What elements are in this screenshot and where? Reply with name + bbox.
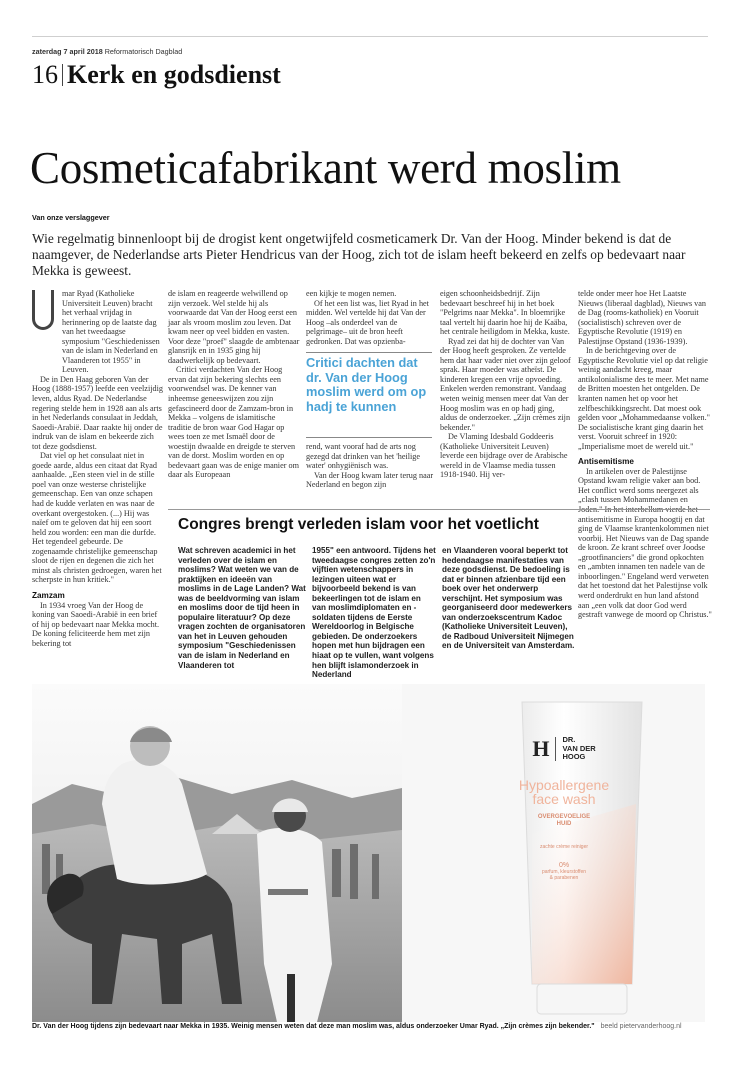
- paragraph: Van der Hoog kwam later terug naar Nederland en begon zijn: [306, 470, 434, 490]
- free-of-line: & parabenen: [549, 875, 579, 881]
- product-label: [504, 736, 624, 881]
- brand-row: [504, 736, 624, 762]
- paragraph: eigen schoonheidsbedrijf. Zijn bedevaart beschreef hij in het boek "Pelgrims naar Mekka". In bloemrijke taal vertelt hij daarin hoe hij de Kaäba, het centrale heiligdom in Mekka, kuste.: [440, 289, 570, 337]
- paragraph: Of het een list was, liet Ryad in het midden. Wel vertelde hij dat Van der Hoog –als onderdeel van de pelgrimage– uit de bron heeft gedronken. Dat was opzienba-: [306, 298, 429, 346]
- article-column-3-top: [306, 289, 434, 346]
- brand-logo-icon: H: [532, 736, 550, 761]
- dateline: [32, 47, 182, 56]
- free-of-line: parfum, kleurstoffen: [541, 869, 587, 875]
- section-title: Kerk en godsdienst: [67, 60, 281, 89]
- paragraph: een kijkje te mogen nemen.: [306, 289, 397, 298]
- zero-percent: 0%: [558, 862, 570, 869]
- product-description: zachte crème reiniger: [539, 844, 589, 850]
- article-column-4: [440, 289, 572, 480]
- brand-divider: [555, 737, 556, 761]
- sidebar-column-2: 1955" een antwoord. Tijdens het tweedaagse congres zetten zo'n vijftien wetenschappers in lezingen uiteen wat er bijvoorbeeld bekend is van bekeerlingen tot de islam en van moslimdiplomaten en -soldaten tijdens de Eerste Wereldoorlog in Belgische gebieden. De onderzoekers hopen met hun bijdragen een hiaat op te vullen, want volgens hen blijft islamonderzoek in Nederland: [312, 546, 436, 680]
- historical-photo: [32, 684, 402, 1022]
- section-divider: [62, 64, 63, 86]
- subheading-zamzam: Zamzam: [32, 590, 65, 600]
- pull-quote: Critici dachten dat dr. Van der Hoog moslim werd om op hadj te kunnen: [306, 355, 427, 414]
- top-rule: [32, 36, 708, 37]
- caption-text: Dr. Van der Hoog tijdens zijn bedevaart naar Mekka in 1935. Weinig mensen weten dat deze man moslim was, aldus onderzoeker Umar Ryad. „Zijn crèmes zijn bekender.": [32, 1023, 595, 1030]
- skin-type-line: OVERGEVOELIGE: [537, 814, 591, 820]
- article-photo: [32, 684, 705, 1022]
- article-headline: Cosmeticafabrikant werd moslim: [30, 143, 621, 193]
- sidebar-column-1: Wat schreven academici in het verleden over de islam en moslims? Wat weten we van de praktijken en ideeën van moslims in de Lage Landen? Wat was de beeldvorming van islam en moslims door de tijd heen in populaire literatuur? Op deze vragen zochten de organisatoren van het in Leuven gehouden symposium "Geschiedenissen van de islam in Nederland en Vlaanderen tot: [178, 546, 306, 670]
- brand-line: DR.: [562, 735, 576, 745]
- subheading-antisemitisme: Antisemitisme: [578, 457, 634, 467]
- brand-line: VAN DER: [562, 743, 596, 753]
- brand-line: HOOG: [562, 752, 586, 762]
- issue-date: zaterdag 7 april 2018: [32, 47, 103, 56]
- paragraph: De Vlaming Idesbald Goddeeris (Katholieke Universiteit Leuven) leverde een bijdrage over de Arabische wereld in de Vlaamse media tussen 1918-1940. Hij ver-: [440, 432, 568, 480]
- article-lead: Wie regelmatig binnenloopt bij de drogist kent ongetwijfeld cosmeticamerk Dr. Van der Hoog. Minder bekend is dat de naamgever, de Nederlandse arts Pieter Hendricus van der Hoog, zich tot de islam heeft bekeerd en zelfs op bedevaart naar Mekka is geweest.: [32, 231, 686, 278]
- paragraph: In de berichtgeving over de Egyptische Revolutie viel op dat religie weinig aandacht kreeg, maar antikolonialisme des te meer. Met name de Britten moesten het ontgelden. De kranten namen het op voor het zelfbeschikkingsrecht. Dat moest ook gelden voor „Mohammedaanse volken." De socialistische krant ging daarin het verst. Vooruit schreef in 1920: „Imperialisme moet de wereld uit.": [578, 346, 711, 451]
- brand-name: [562, 736, 595, 762]
- page-number: 16: [32, 60, 58, 89]
- paragraph: Critici verdachten Van der Hoog ervan dat zijn bekering slechts een voorwendsel was. De kenner van inheemse geneeswijzen zou zijn gefascineerd door de Zamzam-bron in Mekka – volgens de islamitische traditie de bron waar God Hagar op wees toen ze met Ismaël door de woestijn dwaalde en dreigde te sterven van de dorst. Moslim worden en op bedevaart gaan was de enige manier om daar als Europeaan: [168, 365, 299, 480]
- paragraph: mar Ryad (Katholieke Universiteit Leuven) bracht het verhaal vrijdag in herinnering op de laatste dag van het tweedaagse symposium "Geschiedenissen van de islam in Nederland en Vlaanderen tot 1955" in Leuven.: [62, 289, 160, 375]
- paragraph: telde onder meer hoe Het Laatste Nieuws (liberaal dagblad), Nieuws van de Dag (rooms-katholiek) en Vooruit (socialistisch) schreven over de Egyptische Revolutie (1919) en Palestijnse Opstand (1936-1939).: [578, 289, 707, 346]
- photo-caption: [32, 1023, 712, 1030]
- free-of-list: [504, 869, 624, 881]
- publication-name: Reformatorisch Dagblad: [104, 47, 183, 56]
- sidebar-title: Congres brengt verleden islam voor het voetlicht: [178, 516, 539, 533]
- product-name: [504, 778, 624, 806]
- paragraph: In 1934 vroeg Van der Hoog de koning van Saoedi-Arabië in een brief of hij op bedevaart naar Mekka mocht. De koning feliciteerde hem met zijn bekering tot: [32, 600, 160, 648]
- product-name-line: face wash: [532, 791, 596, 807]
- paragraph: rend, want vooraf had de arts nog gezegd dat drinken van het 'heilige water' onhygiënisch was.: [306, 442, 421, 471]
- photo-credit: beeld pietervanderhoog.nl: [600, 1023, 682, 1030]
- skin-type-line: HUID: [556, 821, 572, 827]
- pull-quote-rule-bottom: [306, 437, 432, 438]
- pull-quote-rule-top: [306, 352, 432, 353]
- article-column-1: [32, 289, 164, 648]
- product-name-line: Hypoallergene: [518, 777, 610, 793]
- paragraph: Dat viel op het consulaat niet in goede aarde, aldus een citaat dat Ryad aanhaalde. „Een steen viel in de stille poel van onze westerse christelijke gemeenschap. Een van onze schapen had de kudde verlaten en was naar de overkant overgestoken. (...) Hij was naïef om te geloven dat hij een soort held zou worden: een man die durfde. Het tegendeel gebeurde. De zogenaamde christelijke gemeenschap sloot de rijen en degenen die zich het minst als christen gedroegen, waren het scherpste in hun kritiek.": [32, 451, 162, 585]
- article-column-2: [168, 289, 300, 480]
- byline: Van onze verslaggever: [32, 213, 110, 222]
- paragraph: Ryad zei dat hij de dochter van Van der Hoog heeft gesproken. Ze vertelde hem dat haar vader niet over zijn geloof sprak. Haar moeder was atheïst. De kinderen kregen een vrije opvoeding. Enkelen werden remonstrant. Vandaag weten weinig mensen meer dat Van der Hoog moslim was en op hadj ging, aldus de onderzoeker. „Zijn crèmes zijn bekender.": [440, 336, 571, 432]
- paragraph: In artikelen over de Palestijnse Opstand kwam religie vaker aan bod. Het conflict werd soms neergezet als „clash tussen Mohammedanen en Joden." In het interbellum vierde het antisemitisme in Europa hoogtij en dat ging de Vlaamse krantenkolommen niet voorbij. Het Nieuws van de Dag spande de kroon. Ze krant schreef over Joodse „grootfinanciers" die grond opkochten en „ambten innamen ten nadele van de inboorlingen." Engeland werd verweten dat het toestond dat het Palestijnse volk werd onderdrukt en hun land afstond aan „een volk dat door God werd gestraft vanwege de moord op Christus.": [578, 466, 712, 620]
- article-column-3-bottom: [306, 442, 434, 490]
- paragraph: de islam en reageerde welwillend op zijn verzoek. Wel stelde hij als voorwaarde dat Van der Hoog eerst een jaar als vroom moslim zou leven. Dat kwam neer op veel bidden en vasten. Voor deze "proef" slaagde de ambtenaar glansrijk en in 1935 ging hij daadwerkelijk op bedevaart.: [168, 289, 300, 365]
- skin-type: [504, 814, 624, 828]
- section-heading: [32, 60, 281, 90]
- paragraph: De in Den Haag geboren Van der Hoog (1888-1957) leefde een veelzijdig leven, aldus Ryad. De Nederlandse regering stelde hem in 1928 aan als arts in het Nederlands consulaat in Jeddah, Saoedi-Arabië. Daar raakte hij onder de indruk van de islam en bekeerde zich tot deze godsdienst.: [32, 374, 163, 451]
- sidebar-column-3: en Vlaanderen vooral beperkt tot hedendaagse manifestaties van deze godsdienst. De bedoeling is dat er binnen afzienbare tijd een boek over het onderwerp verschijnt. Het symposium was georganiseerd door medewerkers van onderzoekscentrum Kadoc (Katholieke Universiteit Leuven), de Radboud Universiteit Nijmegen en de Universiteit van Amsterdam.: [442, 546, 575, 651]
